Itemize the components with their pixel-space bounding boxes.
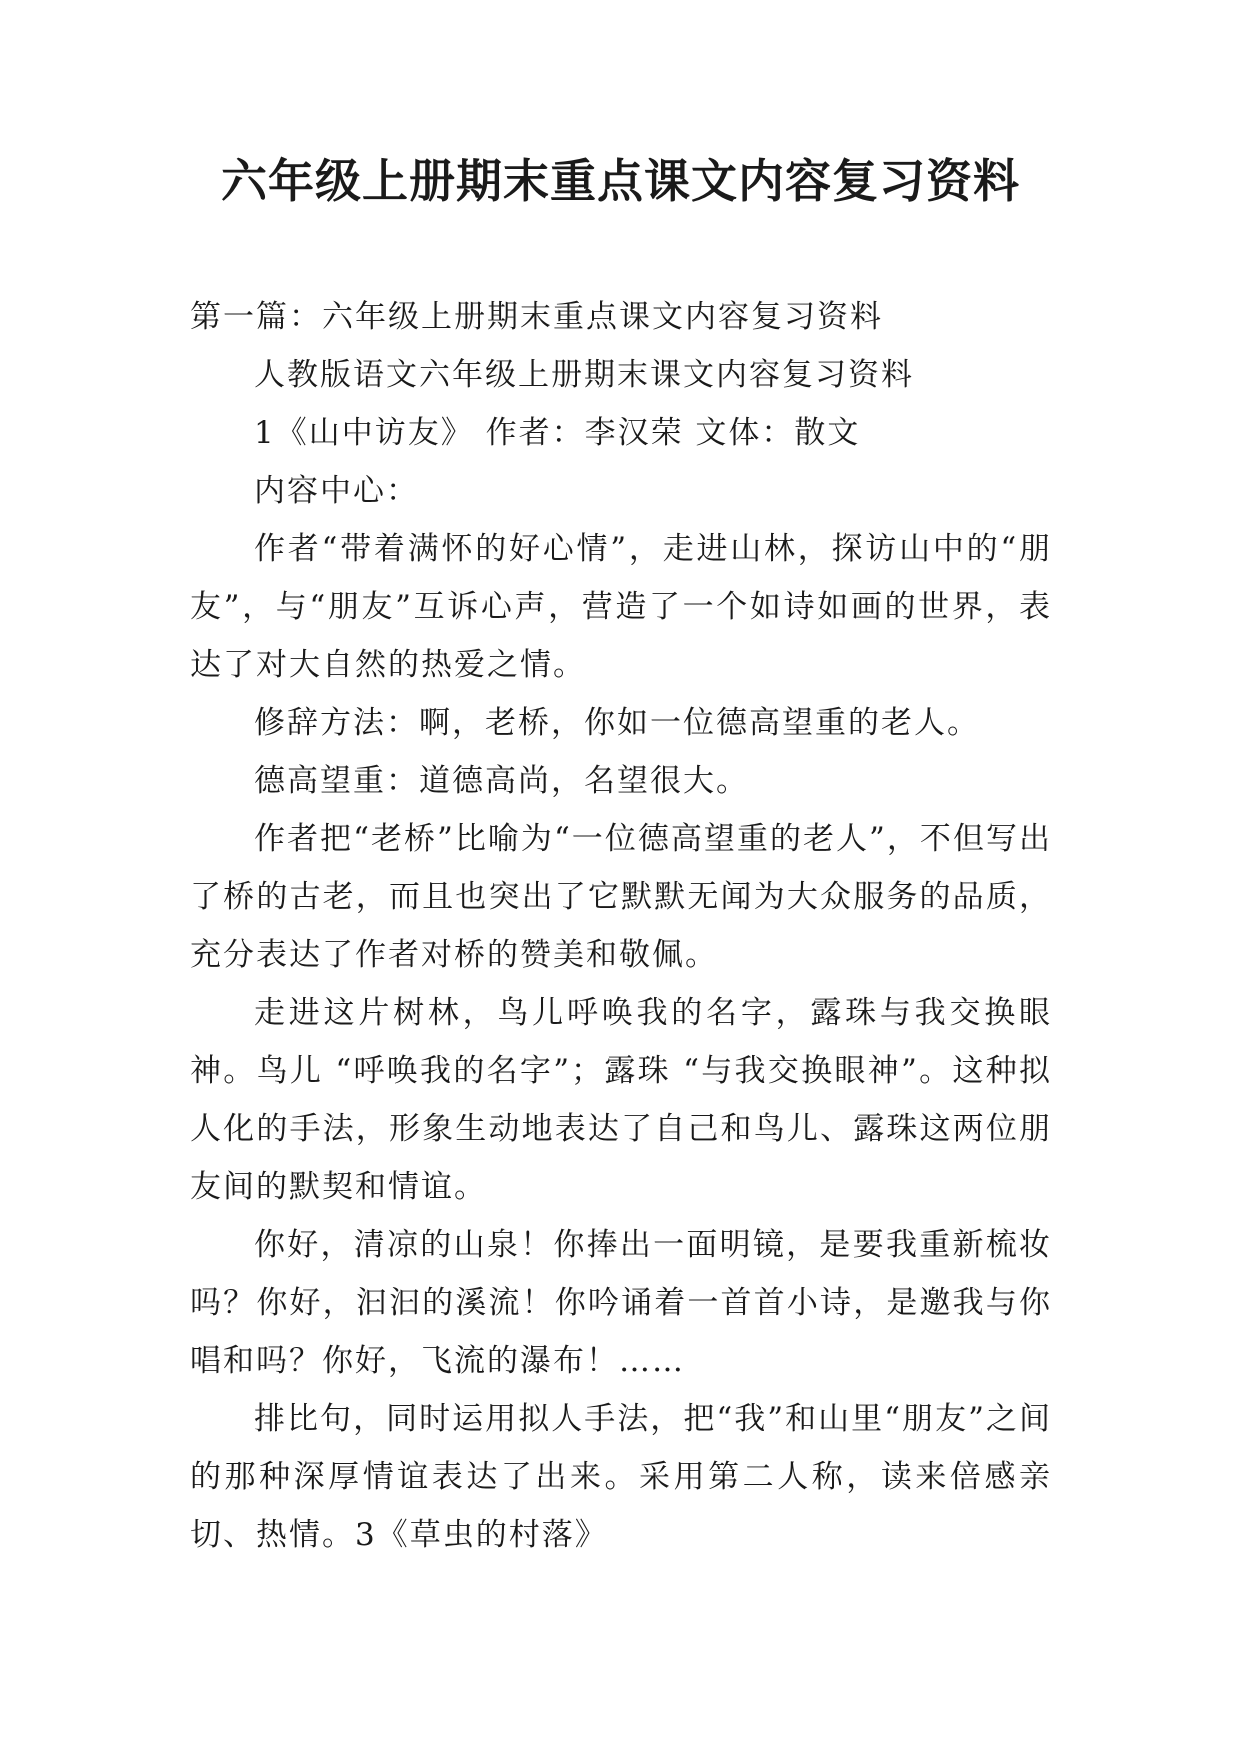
- document-body: [190, 288, 1052, 1564]
- lesson-info-paragraph: 1《山中访友》 作者：李汉荣 文体：散文: [254, 415, 861, 451]
- definition-paragraph: 德高望重：道德高尚，名望很大。: [254, 763, 749, 799]
- body-paragraph: 作者把“老桥”比喻为“一位德高望重的老人”，不但写出了桥的古老，而且也突出了它默默无闻为大众服务的品质，充分表达了作者对桥的赞美和敬佩。: [190, 821, 1052, 973]
- document-title: 六年级上册期末重点课文内容复习资料: [221, 154, 1020, 208]
- body-paragraph: 走进这片树林，鸟儿呼唤我的名字，露珠与我交换眼神。鸟儿 “呼唤我的名字”；露珠 “与我交换眼神”。这种拟人化的手法，形象生动地表达了自己和鸟儿、露珠这两位朋友间的默契和情谊。: [190, 995, 1052, 1205]
- body-paragraph: 排比句，同时运用拟人手法，把“我”和山里“朋友”之间的那种深厚情谊表达了出来。采用第二人称，读来倍感亲切、热情。3《草虫的村落》: [190, 1401, 1052, 1553]
- subtitle-paragraph: 人教版语文六年级上册期末课文内容复习资料: [254, 357, 914, 393]
- body-paragraph: 作者“带着满怀的好心情”，走进山林，探访山中的“朋友”，与“朋友”互诉心声，营造了一个如诗如画的世界，表达了对大自然的热爱之情。: [190, 531, 1052, 683]
- content-center-label: 内容中心：: [254, 473, 419, 509]
- body-paragraph: 你好，清凉的山泉！你捧出一面明镜，是要我重新梳妆吗？你好，汩汩的溪流！你吟诵着一首首小诗，是邀我与你唱和吗？你好，飞流的瀑布！……: [190, 1227, 1052, 1379]
- section-heading: 第一篇：六年级上册期末重点课文内容复习资料: [190, 299, 883, 335]
- rhetoric-paragraph: 修辞方法：啊，老桥，你如一位德高望重的老人。: [254, 705, 980, 741]
